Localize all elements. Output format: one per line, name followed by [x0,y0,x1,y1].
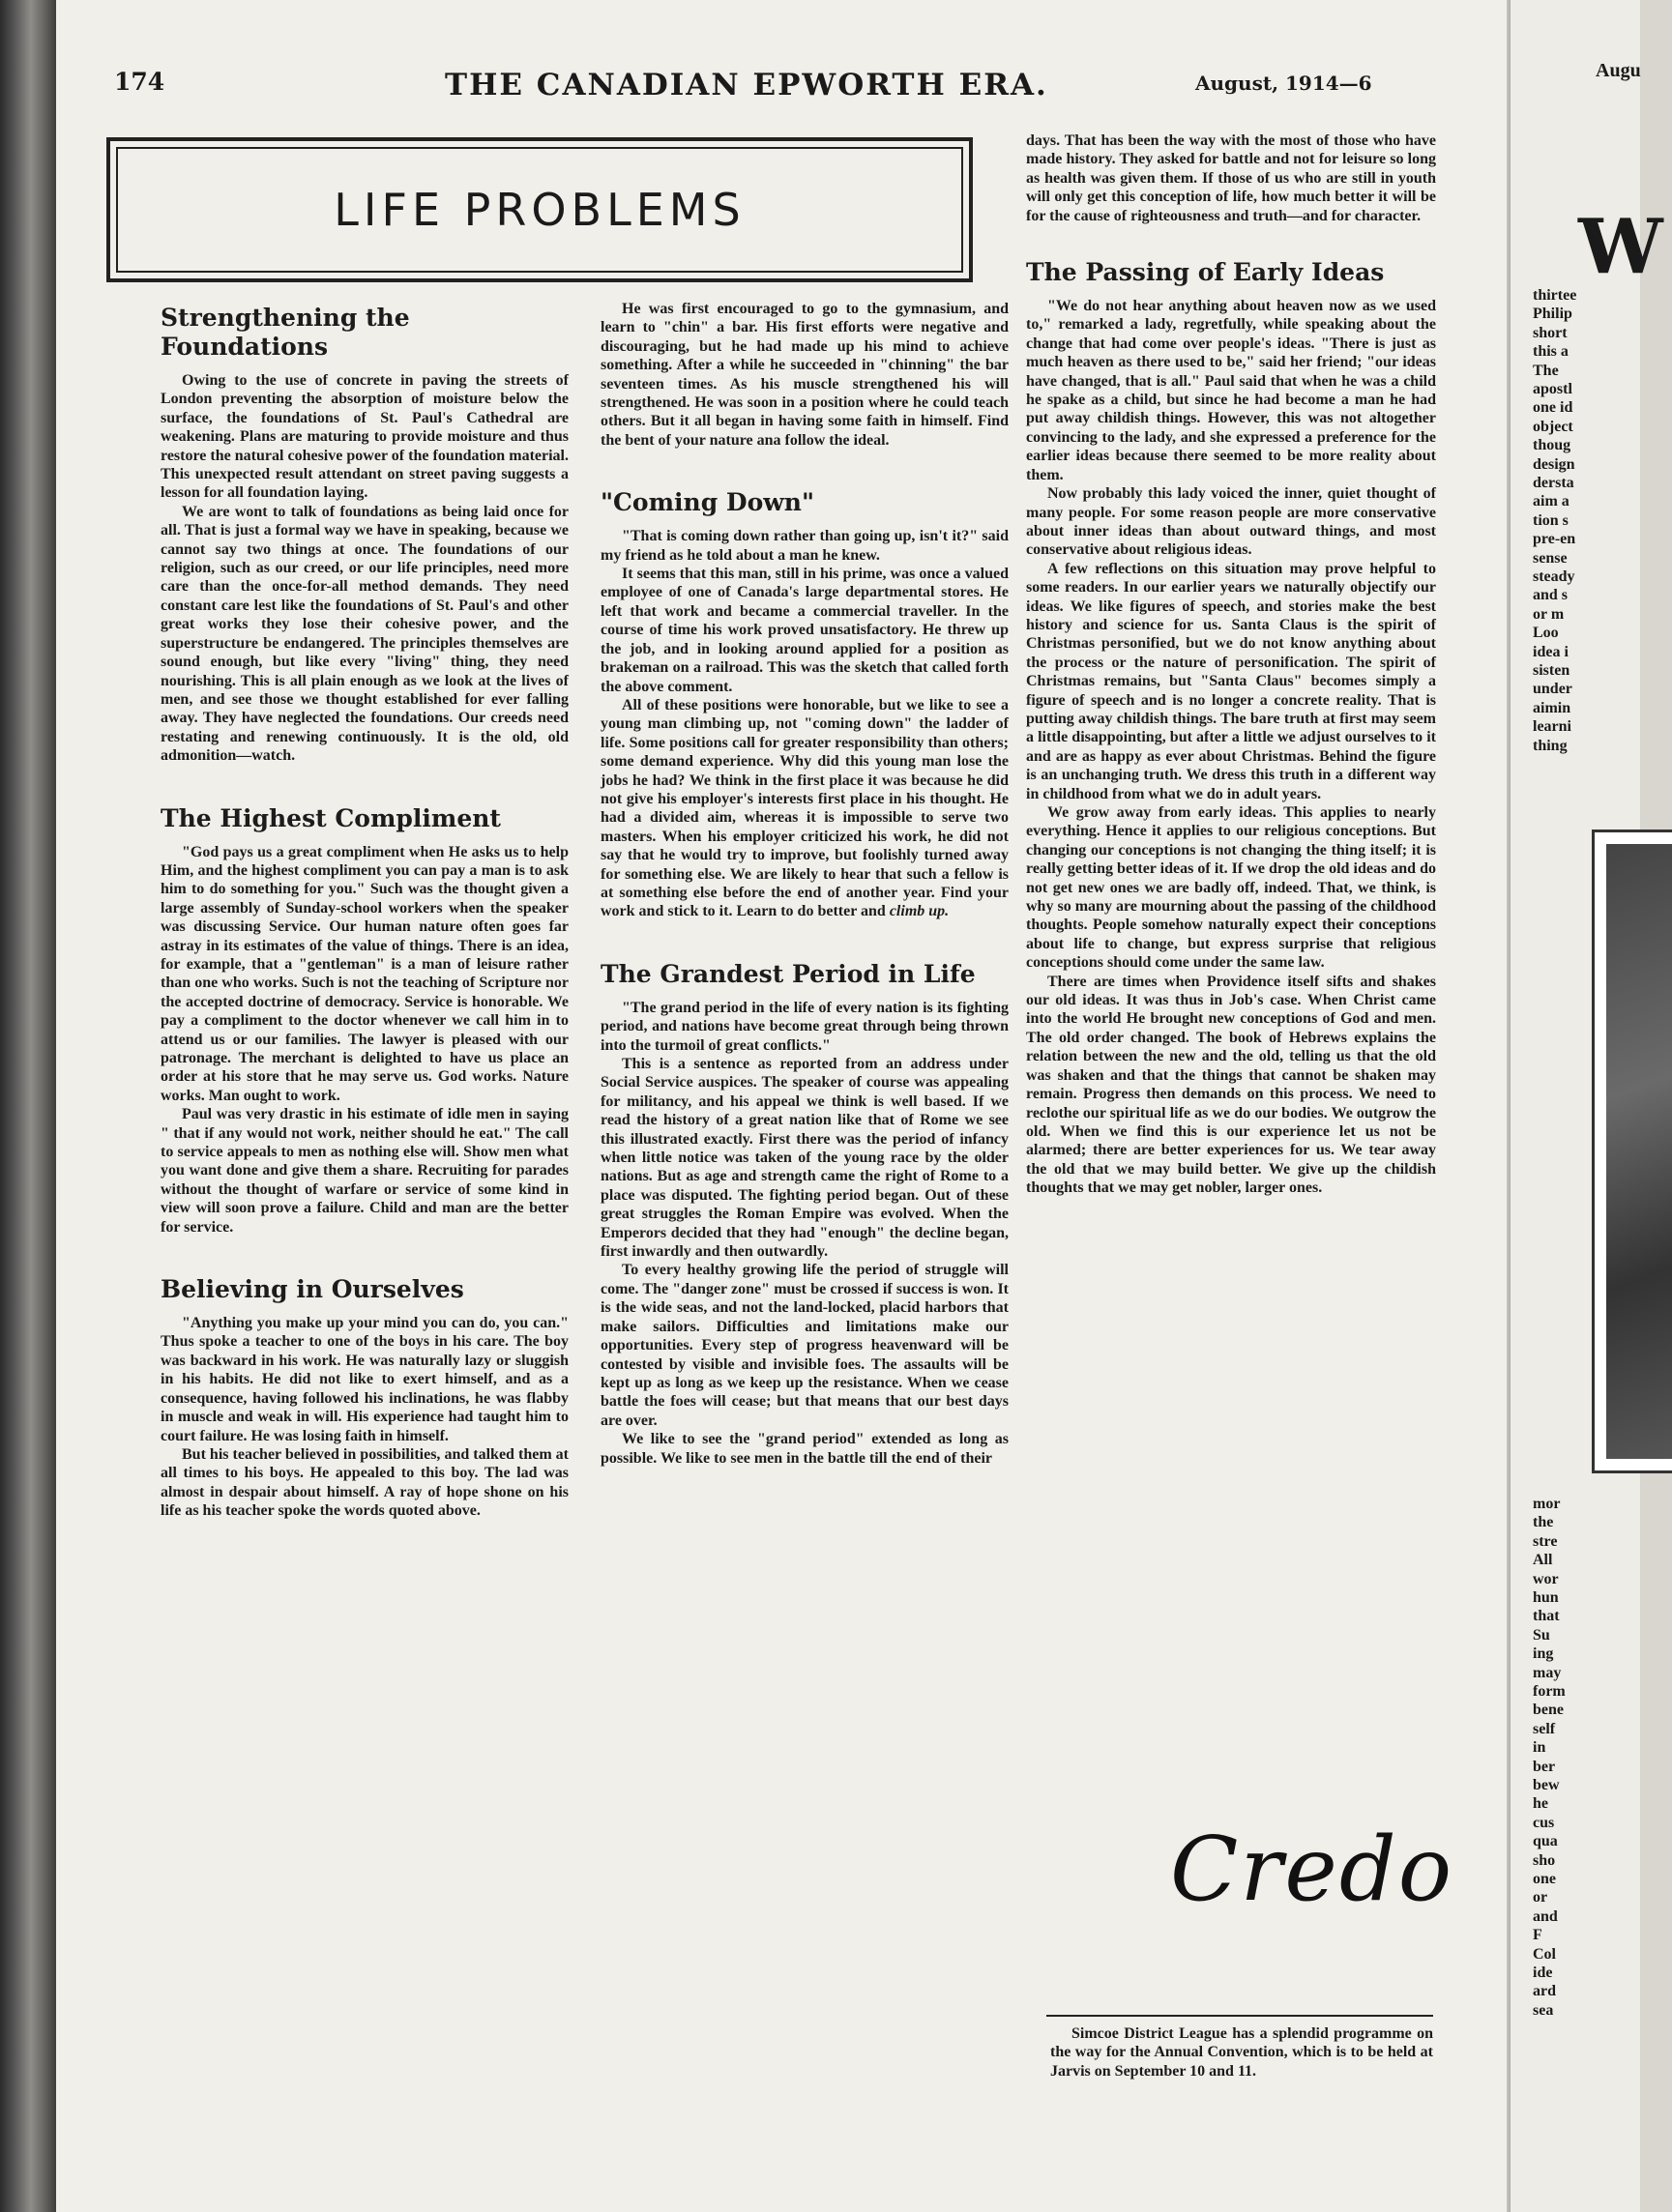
adjacent-text-fragment: idea i [1533,643,1569,660]
photo-image [1606,844,1672,1459]
section-title-inner-border [116,147,963,273]
paragraph-text: All of these positions were honorable, but we like to see a young man climbing up, not "coming down" the ladder of life. Some positions call for greater responsibility than others; some demand experience. Why did this young man lose the jobs he had? We think in the first place it was because he did not give his employer's interests first place in his thought. He had a divided aim, whereas it is impossible to serve two masters. When his employer criticized his work, he did not say that he would try to improve, but foolishly turned away for something else. We are likely to hear that such a fellow is at something else before the end of another year. Find your work and stick to it. Learn to do better and [601,696,1009,920]
paragraph: "That is coming down rather than going up, isn't it?" said my friend as he told about a man he knew. [601,528,1009,564]
adjacent-text-fragment: Philip [1533,306,1572,323]
adjacent-text-fragment: thing [1533,737,1568,754]
adjacent-text-fragment: or [1533,1889,1548,1906]
paragraph: Owing to the use of concrete in paving the streets of London preventing the absorption of moisture below the surface, the foundations of St. Paul's Cathedral are weakening. Plans are maturing to provide moisture and thus restore the natural cohesive power of the foundation material. This unexpected result attendant on street paving suggests a lesson for all foundation laying. [161,372,569,502]
page-number: 174 [114,68,165,96]
paragraph-ending-italic: climb up. [889,903,950,920]
adjacent-text-fragment: F [1533,1927,1542,1944]
paragraph: Now probably this lady voiced the inner, quiet thought of many people. For some reason people are more conservative about inner ideas than about outward things, and most conservative about religious ideas. [1026,485,1436,559]
article-title-strengthening-foundations: Strengthening the Foundations [161,304,410,361]
column-1 [161,304,569,1521]
adjacent-text-fragment: short [1533,324,1568,341]
adjacent-text-fragment: ard [1533,1983,1556,2000]
adjacent-text-fragment: one [1533,1871,1556,1887]
paragraph: "God pays us a great compliment when He asks us to help Him, and the highest compliment you can pay a man is to ask him to do something for you." Such was the thought given a large assembly of Sunday-school workers when the speaker was discussing Service. Our human nature often goes far astray in its estimates of the value of things. There is an idea, for example, that a "gentleman" is a man of leisure rather than one who works. Such is not the teaching of Scripture nor the accepted doctrine of democracy. Service is honorable. We pay a compliment to the doctor whenever we call him in to attend us or our families. The lawyer is pleased with our patronage. The merchant is delighted to have us place an order at his store that he may serve us. God works. Nature works. Man ought to work. [161,843,569,1104]
adjacent-page-fragment [1511,0,1663,2212]
adjacent-text-fragment: and s [1533,587,1569,604]
adjacent-text-fragment: form [1533,1683,1566,1700]
adjacent-text-fragment: ing [1533,1645,1554,1663]
adjacent-text-fragment: dersta [1533,475,1574,491]
adjacent-text-fragment: ide [1533,1965,1553,1981]
adjacent-text-fragment: Loo [1533,625,1559,642]
adjacent-text-fragment: design [1533,455,1575,473]
adjacent-text-fragment: bene [1533,1702,1564,1719]
adjacent-text-fragment: sense [1533,549,1568,567]
adjacent-text-fragment: may [1533,1664,1562,1681]
adjacent-text-fragment: one id [1533,399,1573,417]
adjacent-text-fragment: tion s [1533,511,1569,529]
adjacent-text-fragment: pre-en [1533,531,1576,548]
adjacent-text-fragment: The [1533,362,1559,379]
adjacent-text-fragment: cus [1533,1814,1555,1831]
adjacent-text-fragment: this a [1533,343,1569,361]
adjacent-text-fragment: sisten [1533,662,1570,679]
adjacent-page-header: Augu [1596,60,1641,81]
adjacent-text-fragment: he [1533,1795,1548,1813]
adjacent-text-fragment: aimin [1533,699,1571,716]
paragraph [601,696,1009,921]
adjacent-text-fragment: object [1533,418,1573,435]
author-signature: Credo [1170,1818,1454,1921]
adjacent-text-fragment: apostl [1533,381,1572,397]
adjacent-text-fragment: in [1533,1739,1546,1757]
adjacent-text-fragment: Su [1533,1626,1550,1644]
paragraph: We are wont to talk of foundations as being laid once for all. That is just a formal way we have in speaking, because we cannot say two things at once. The foundations of our religion, such as our creed, or our life principles, need more care than the once-for-all method demands. They need constant care lest like the foundations of St. Paul's and other great works they lose their cohesive power, and the superstructure be endangered. The principles themselves are sound enough, but like every "living" thing, they need nourishing. This is all plain enough as we look at the lives of men, and see those we thought established for ever falling away. They have neglected the foundations. Our creeds need restating and renewing continuously. It is the old, old admonition—watch. [161,503,569,765]
column-3 [1026,131,1436,1198]
adjacent-text-fragment: ber [1533,1758,1556,1775]
adjacent-text-fragment: sea [1533,2001,1554,2019]
notice-text: Simcoe District League has a splendid programme on the way for the Annual Convention, which is to be held at Jarvis on September 10 and 11. [1050,2025,1433,2080]
adjacent-text-fragment: steady [1533,568,1575,585]
article-title-grandest-period: The Grandest Period in Life [601,959,976,988]
paragraph: This is a sentence as reported from an address under Social Service auspices. The speaker of course was appealing for militancy, and his appeal we think is well based. If we read the history of a great nation like that of Rome we see this illustrated exactly. First there was the period of infancy when little notice was taken of the young race by the older nations. But as age and strength came the right of Rome to a place was disputed. The fighting period began. Out of these great struggles the Roman Empire was evolved. When the Emperors decided that they had "enough" the decline began, first inwardly and then outwardly. [601,1056,1009,1261]
adjacent-text-fragment: thirtee [1533,287,1577,304]
adjacent-page-dropcap: W [1578,203,1663,291]
adjacent-text-fragment: under [1533,681,1572,698]
paragraph: He was first encouraged to go to the gymnasium, and learn to "chin" a bar. His first efforts were negative and discouraging, but he had made up his mind to achieve something. After a while he succeeded in "chinning" the bar seventeen times. As his muscle strengthened his will strengthened. He was soon in a position where he could teach others. But it all began in having some faith in himself. Find the bent of your nature ana follow the ideal. [601,301,1009,449]
adjacent-text-fragment: learni [1533,718,1571,736]
article-title-coming-down: "Coming Down" [601,488,814,517]
adjacent-text-fragment: sho [1533,1851,1556,1869]
adjacent-text-fragment: that [1533,1608,1560,1625]
adjacent-text-fragment: stre [1533,1532,1558,1550]
adjacent-text-fragment: mor [1533,1496,1561,1512]
paragraph: "The grand period in the life of every nation is its fighting period, and nations have become great through being thrown into the turmoil of great conflicts." [601,999,1009,1054]
paragraph: We grow away from early ideas. This applies to nearly everything. Hence it applies to our religious conceptions. But changing our conceptions is not changing the thing itself; it is really getting better ideas of it. If we drop the old ideas and do not get new ones we are badly off, indeed. That, we think, is why so many are mourning about the passing of the childhood thoughts. People somehow naturally expect their conceptions about life to change, but express surprise that religious conceptions should come under the same law. [1026,804,1436,972]
issue-date: August, 1914—6 [1195,72,1372,95]
paragraph: "We do not hear anything about heaven now as we used to," remarked a lady, regretfully, while speaking about the change that had come over people's ideas. "There is just as much heaven as there used to be," said her friend; "our ideas have changed, that is all." Paul said that when he was a child he spake as a child, but since he had become a man he had put away childish things. However, this was not altogether convincing to the lady, and she expressed a preference for the earlier ideas because there seemed to be more reality about them. [1026,298,1436,483]
adjacent-text-fragment: aim a [1533,493,1569,510]
book-binding [0,0,56,2212]
paragraph: It seems that this man, still in his prime, was once a valued employee of one of Canada's large departmental stores. He left that work and became a commercial traveller. In the course of time his work proved unsatisfactory. He threw up the job, and in looking around applied for a position as brakeman on a railroad. This was the sketch that called forth the above comment. [601,566,1009,695]
adjacent-text-fragment: All [1533,1552,1553,1569]
section-title-box [106,137,973,282]
adjacent-text-fragment: wor [1533,1570,1559,1587]
adjacent-text-fragment: or m [1533,605,1565,623]
adjacent-text-fragment: self [1533,1720,1556,1737]
paragraph: Paul was very drastic in his estimate of idle men in saying " that if any would not work, neither should he eat." The call to service appeals to men as nothing else will. Show men what you want done and give them a share. Recruiting for parades without the thought of warfare or service of some kind in view will soon prove a failure. Child and man are the better for service. [161,1106,569,1236]
adjacent-text-fragment: and [1533,1907,1558,1925]
adjacent-text-fragment: qua [1533,1833,1558,1850]
column-2 [601,300,1009,1468]
article-title-passing-of-early-ideas: The Passing of Early Ideas [1026,258,1385,287]
paragraph: "Anything you make up your mind you can do, you can." Thus spoke a teacher to one of the boys in his care. The boy was backward in his work. He was naturally lazy or sluggish in his habits. He did not like to exert himself, and as a consequence, having followed his inclinations, he was flabby in muscle and weak in will. His experience had taught him to court failure. He was losing faith in himself. [161,1315,569,1444]
paragraph-continued: days. That has been the way with the most of those who have made history. They asked for battle and not for leisure so long as health was given them. If those of us who are still in youth will only get this conception of life, how much better it will be for the cause of righteousness and truth—and for character. [1026,132,1436,224]
adjacent-text-fragment: Col [1533,1945,1556,1963]
adjacent-text-fragment: thoug [1533,437,1571,454]
article-title-believing-in-ourselves: Believing in Ourselves [161,1275,464,1304]
adjacent-page-photo [1592,830,1672,1473]
adjacent-text-fragment: hun [1533,1589,1559,1606]
adjacent-text-fragment: bew [1533,1777,1560,1793]
league-notice [1050,2024,1433,2081]
paragraph: We like to see the "grand period" extended as long as possible. We like to see men in the battle till the end of their [601,1431,1009,1467]
paragraph: But his teacher believed in possibilities, and talked them at all times to his boys. He appealed to this boy. The lad was almost in despair about himself. A ray of hope shone on his life as his teacher spoke the words quoted above. [161,1445,569,1520]
journal-title: THE CANADIAN EPWORTH ERA. [445,68,1048,102]
divider-rule [1046,2015,1433,2017]
paragraph: A few reflections on this situation may prove helpful to some readers. In our earlier years we naturally objectify our ideas. We like figures of speech, and stories make the best history and science for us. Santa Claus is the spirit of Christmas personified, but we do not know anything about the process or the nature of personification. The spirit of Christmas remains, but "Santa Claus" becomes simply a figure of speech and is no longer a concrete reality. That is putting away childish things. The bare truth at first may seem a little disappointing, but after a little we adjust ourselves to it and are as happy as ever about Christmas. Behind the figure is an unchanging truth. We dress this truth in a different way in childhood from what we do in adult years. [1026,560,1436,802]
adjacent-text-fragment: the [1533,1514,1554,1531]
paragraph: There are times when Providence itself sifts and shakes our old ideas. It was thus in Job's case. When Christ came into the world He brought new conceptions of God and men. The old order changed. The book of Hebrews explains the relation between the new and the old, telling us that the old was shaken and that the things that cannot be shaken may remain. Progress then demands on this process. We need to reclothe our spiritual life as we do our bodies. We outgrow the old. When we find this is our experience let us not be alarmed; there are better experiences for us. We tear away the old that we may build better. We give up the childish thoughts that we may get nobler, larger ones. [1026,973,1436,1197]
article-title-highest-compliment: The Highest Compliment [161,803,501,832]
section-title: LIFE PROBLEMS [334,184,746,236]
paragraph: To every healthy growing life the period of struggle will come. The "danger zone" must be crossed if success is won. It is the wide seas, and not the land-locked, placid harbors that make sailors. Difficulties and limitations make our opportunities. Every step of progress heavenward will be contested by visible and invisible foes. The assaults will be kept up as long as we keep up the resistance. When we cease battle the foes will cease; but that means that our best days are over. [601,1262,1009,1429]
